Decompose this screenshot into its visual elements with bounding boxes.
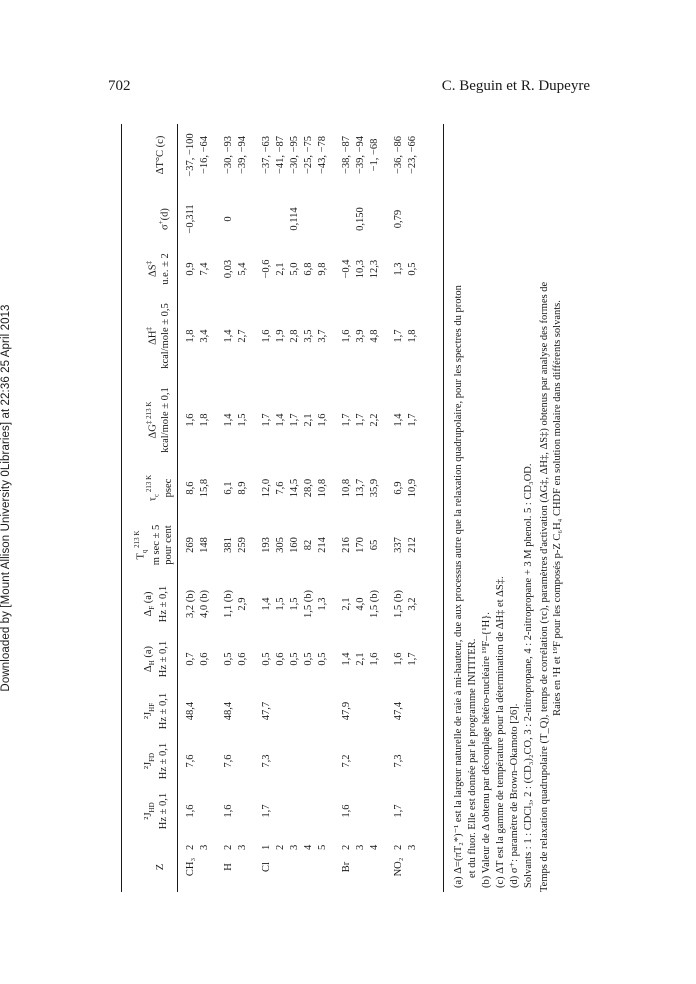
table-caption: Raies en ¹H et ¹⁹F pour les composés p-Z C₆H₄ CHDF en solution molaire dans différents solvants. [552, 300, 563, 716]
cell-delta-f: 1,5 [289, 597, 300, 611]
footnote: Solvants : 1 : CDCl₃, 2 : (CD₃)₂CO, 3 : 2-nitropropane, 4 : 2-nitropropane + 3 M phenol. 5 : CD₃OD. [523, 463, 534, 888]
cell-tc: 28,0 [303, 478, 314, 498]
header-z [155, 850, 167, 884]
cell-delta-h-act: 1,9 [275, 329, 286, 343]
cell-solvent: 3 [289, 844, 300, 850]
cell-delta-g: 1,7 [289, 413, 300, 427]
cell-delta-h: 1,6 [369, 652, 380, 666]
cell-delta-f: 1,5 (b) [303, 590, 314, 618]
cell-tq: 216 [341, 537, 352, 553]
cell-delta-f: 1,3 [317, 597, 328, 611]
cell-delta-h: 1,6 [393, 652, 404, 666]
cell-delta-h-act: 4,8 [369, 329, 380, 343]
cell-delta-t: −43, −78 [317, 135, 328, 175]
header-delta-f-line: Hz ± 0,1 [158, 585, 170, 623]
cell-jhf: 48,4 [185, 701, 196, 721]
cell-delta-s: −0,6 [261, 259, 272, 279]
cell-delta-g: 1,7 [407, 413, 418, 427]
cell-delta-t: −37, −63 [261, 135, 272, 175]
header-delta-s-line: ΔS‡ [145, 260, 159, 278]
cell-tc: 10,8 [317, 478, 328, 498]
cell-delta-f: 4,0 [355, 597, 366, 611]
cell-jfd: 7,3 [393, 754, 404, 768]
cell-delta-t: −30, −95 [289, 135, 300, 175]
header-delta-f [143, 576, 170, 632]
cell-delta-h: 0,5 [317, 652, 328, 666]
header-delta-t [155, 116, 167, 194]
cell-delta-f: 3,2 [407, 597, 418, 611]
cell-delta-g: 1,8 [199, 413, 210, 427]
header-delta-h [143, 632, 170, 686]
cell-tc: 6,1 [223, 481, 234, 495]
cell-tq: 212 [407, 537, 418, 553]
header-delta-t-line: ΔT°C (c) [155, 135, 166, 175]
footnote: et du fluor. Elle est donnée par le programme INITITER. [467, 638, 478, 878]
cell-delta-g: 1,5 [237, 413, 248, 427]
cell-substituent: Br [341, 861, 352, 873]
cell-jfd: 7,6 [223, 754, 234, 768]
cell-delta-s: 7,4 [199, 262, 210, 276]
cell-delta-g: 1,6 [317, 413, 328, 427]
cell-jfd: 7,2 [341, 754, 352, 768]
cell-delta-s: 5,0 [289, 262, 300, 276]
footnote: (a) Δ=(πT₂*)⁻¹ est la largeur naturelle de raie à mi-hauteur, due aux processus autre que la relaxation quadrupolaire, pour les spectres du proton [453, 285, 464, 888]
cell-delta-s: 0,5 [407, 262, 418, 276]
header-tc-line: $\tau_c$ $^{213 K}$ [145, 474, 161, 502]
cell-tq: 82 [303, 539, 314, 551]
cell-delta-g: 1,4 [223, 413, 234, 427]
cell-delta-h-act: 1,7 [393, 329, 404, 343]
cell-sigma: −0,311 [185, 204, 196, 234]
cell-tc: 7,6 [275, 481, 286, 495]
cell-solvent: 5 [317, 844, 328, 850]
cell-delta-h-act: 1,6 [341, 329, 352, 343]
cell-delta-h-act: 1,8 [407, 329, 418, 343]
cell-delta-s: 10,3 [355, 259, 366, 279]
cell-tq: 214 [317, 537, 328, 553]
cell-delta-h: 0,5 [303, 652, 314, 666]
cell-delta-f: 1,5 (b) [369, 590, 380, 618]
cell-tq: 381 [223, 537, 234, 553]
cell-delta-t: −37, −100 [185, 133, 196, 177]
header-delta-h-act [143, 294, 172, 378]
header-delta-h-line: Hz ± 0,1 [158, 640, 170, 678]
cell-delta-h-act: 1,8 [185, 329, 196, 343]
cell-sigma: 0,114 [289, 207, 300, 231]
cell-tq: 148 [199, 537, 210, 553]
cell-delta-h: 0,6 [199, 652, 210, 666]
cell-delta-h: 0,6 [237, 652, 248, 666]
cell-delta-t: −1, −68 [369, 138, 380, 172]
download-note: Downloaded by [Mount Allison University 0Libraries] at 22:36 25 April 2013 [0, 304, 12, 692]
cell-jhf: 47,4 [393, 701, 404, 721]
cell-delta-h-act: 2,7 [237, 329, 248, 343]
cell-solvent: 2 [223, 844, 234, 850]
cell-tc: 8,9 [237, 481, 248, 495]
cell-jhf: 47,9 [341, 701, 352, 721]
cell-delta-h-act: 1,6 [261, 329, 272, 343]
cell-delta-s: 0,03 [223, 259, 234, 279]
cell-delta-f: 1,5 (b) [393, 590, 404, 618]
cell-solvent: 3 [407, 844, 418, 850]
cell-delta-s: 6,8 [303, 262, 314, 276]
header-z-line: Z [155, 863, 166, 871]
cell-solvent: 2 [185, 844, 196, 850]
cell-delta-f: 3,2 (b) [185, 590, 196, 618]
cell-delta-s: 2,1 [275, 262, 286, 276]
rotated-table-area [121, 124, 591, 892]
header-jfd [143, 736, 170, 786]
header-delta-s-line: u.e. ± 2 [159, 253, 171, 285]
header-delta-h-act-line: ΔH‡ [145, 327, 159, 345]
cell-delta-s: 5,4 [237, 262, 248, 276]
cell-tc: 12,0 [261, 478, 272, 498]
cell-delta-f: 1,5 [275, 597, 286, 611]
cell-delta-h-act: 3,7 [317, 329, 328, 343]
cell-tc: 13,7 [355, 478, 366, 498]
cell-jhf: 48,4 [223, 701, 234, 721]
header-jfd-line: $^2J_{FD}$ [143, 752, 157, 770]
cell-tc: 6,9 [393, 481, 404, 495]
cell-delta-g: 1,7 [355, 413, 366, 427]
table-caption: Temps de relaxation quadrupolaire (T_Q), temps de corrélation (τc), paramètres d'activation (ΔG‡, ΔH‡, ΔS‡) obtenus par analyse des formes de [539, 281, 550, 892]
cell-tq: 337 [393, 537, 404, 553]
cell-tq: 259 [237, 537, 248, 553]
cell-delta-s: 1,3 [393, 262, 404, 276]
cell-delta-t: −25, −75 [303, 135, 314, 175]
cell-delta-h-act: 3,9 [355, 329, 366, 343]
cell-delta-h-act: 3,5 [303, 329, 314, 343]
cell-delta-s: 9,8 [317, 262, 328, 276]
cell-delta-t: −23, −66 [407, 135, 418, 175]
cell-tc: 14,5 [289, 478, 300, 498]
cell-delta-h: 0,5 [289, 652, 300, 666]
header-jhd-line: Hz ± 0,1 [158, 792, 170, 830]
cell-solvent: 3 [199, 844, 210, 850]
cell-jhf: 47,7 [261, 701, 272, 721]
cell-jhd: 1,6 [223, 804, 234, 818]
header-jfd-line: Hz ± 0,1 [158, 742, 170, 780]
cell-solvent: 2 [393, 844, 404, 850]
page-number: 702 [108, 78, 131, 94]
cell-substituent: H [223, 863, 234, 871]
cell-tq: 160 [289, 537, 300, 553]
cell-delta-g: 1,4 [275, 413, 286, 427]
header-jhf-line: Hz ± 0,1 [158, 692, 170, 730]
cell-substituent: Cl [261, 862, 272, 872]
cell-delta-g: 2,2 [369, 413, 380, 427]
cell-delta-t: −16, −64 [199, 135, 210, 175]
cell-delta-t: −41, −87 [275, 135, 286, 175]
cell-tc: 35,9 [369, 478, 380, 498]
cell-solvent: 2 [275, 844, 286, 850]
cell-delta-t: −30, −93 [223, 135, 234, 175]
cell-jfd: 7,3 [261, 754, 272, 768]
cell-solvent: 3 [355, 844, 366, 850]
cell-substituent: NO₂ [393, 857, 404, 877]
cell-delta-g: 1,7 [261, 413, 272, 427]
cell-tq: 170 [355, 537, 366, 553]
header-tq-line: $T_q$ $^{213 K}$ [133, 530, 149, 560]
cell-tc: 10,8 [341, 478, 352, 498]
cell-sigma: 0,79 [393, 209, 404, 229]
header-delta-f-line: $\Delta_F$ (a) [143, 591, 157, 617]
footnote: (b) Valeur de Δ obtenu par découplage hétéro-nucléaire ¹⁹F–{¹H}. [481, 612, 492, 888]
cell-sigma: 0,150 [355, 207, 366, 231]
cell-delta-h-act: 2,8 [289, 329, 300, 343]
header-delta-g-line: $\Delta G^{\ddagger 213 K}$ [145, 401, 159, 439]
cell-delta-f: 2,9 [237, 597, 248, 611]
cell-solvent: 1 [261, 844, 272, 850]
header-delta-s [143, 244, 172, 294]
cell-delta-h: 0,6 [275, 652, 286, 666]
header-tq-line: m sec ± 5 [150, 524, 162, 566]
header-tc-line: psec [162, 478, 174, 498]
cell-delta-s: −0,4 [341, 259, 352, 279]
cell-delta-f: 1,1 (b) [223, 590, 234, 618]
header-jhd [143, 786, 170, 836]
cell-delta-h: 0,5 [261, 652, 272, 666]
bottom-rule [443, 124, 444, 892]
cell-delta-s: 0,9 [185, 262, 196, 276]
cell-delta-g: 1,6 [185, 413, 196, 427]
cell-delta-g: 1,4 [393, 413, 404, 427]
cell-delta-h-act: 1,4 [223, 329, 234, 343]
cell-jfd: 7,6 [185, 754, 196, 768]
cell-solvent: 2 [341, 844, 352, 850]
cell-delta-h: 0,5 [223, 652, 234, 666]
cell-jhd: 1,7 [261, 804, 272, 818]
cell-delta-t: −36, −86 [393, 135, 404, 175]
table-panel [121, 124, 591, 892]
header-sigma-line: σ+(d) [157, 208, 171, 230]
cell-delta-f: 2,1 [341, 597, 352, 611]
cell-delta-h: 2,1 [355, 652, 366, 666]
cell-jhd: 1,6 [341, 804, 352, 818]
cell-tq: 193 [261, 537, 272, 553]
cell-delta-g: 1,7 [341, 413, 352, 427]
cell-delta-h-act: 3,4 [199, 329, 210, 343]
header-sigma [155, 194, 172, 244]
cell-tq: 269 [185, 537, 196, 553]
cell-jhd: 1,7 [393, 804, 404, 818]
header-jhf-line: $^2J_{HF}$ [143, 702, 157, 720]
header-delta-g [143, 378, 172, 462]
cell-delta-h: 1,4 [341, 652, 352, 666]
header-tq [131, 514, 175, 576]
cell-tc: 8,6 [185, 481, 196, 495]
cell-solvent: 4 [369, 844, 380, 850]
footnote: (c) ΔT est la gamme de température pour la détermination de ΔH‡ et ΔS‡. [495, 576, 506, 888]
cell-sigma: 0 [223, 216, 234, 222]
cell-delta-t: −39, −94 [355, 135, 366, 175]
cell-delta-h: 0,7 [185, 652, 196, 666]
cell-delta-t: −38, −87 [341, 135, 352, 175]
cell-solvent: 4 [303, 844, 314, 850]
cell-substituent: CH₃ [185, 857, 196, 877]
cell-tq: 305 [275, 537, 286, 553]
cell-tc: 10,9 [407, 478, 418, 498]
header-delta-h-line: $\Delta_H$ (a) [143, 645, 157, 673]
header-delta-g-line: kcal/mole ± 0,1 [159, 387, 171, 453]
cell-delta-s: 12,3 [369, 259, 380, 279]
header-rule [177, 124, 178, 892]
cell-tq: 65 [369, 539, 380, 551]
cell-delta-f: 1,4 [261, 597, 272, 611]
header-tc [143, 462, 175, 514]
cell-jhd: 1,6 [185, 804, 196, 818]
cell-delta-t: −39, −94 [237, 135, 248, 175]
footnote: (d) σ⁺: paramètre de Brown–Okamoto [26]. [509, 703, 520, 888]
cell-delta-h: 1,7 [407, 652, 418, 666]
header-jhf [143, 686, 170, 736]
header-jhd-line: $^2J_{HD}$ [143, 802, 157, 820]
cell-delta-g: 2,1 [303, 413, 314, 427]
header-tq-line: pour cent [162, 525, 174, 565]
header-delta-h-act-line: kcal/mole ± 0,5 [159, 303, 171, 369]
running-head: C. Beguin et R. Dupeyre [441, 78, 590, 94]
cell-tc: 15,8 [199, 478, 210, 498]
cell-solvent: 3 [237, 844, 248, 850]
cell-delta-f: 4,0 (b) [199, 590, 210, 618]
top-rule [121, 124, 122, 892]
